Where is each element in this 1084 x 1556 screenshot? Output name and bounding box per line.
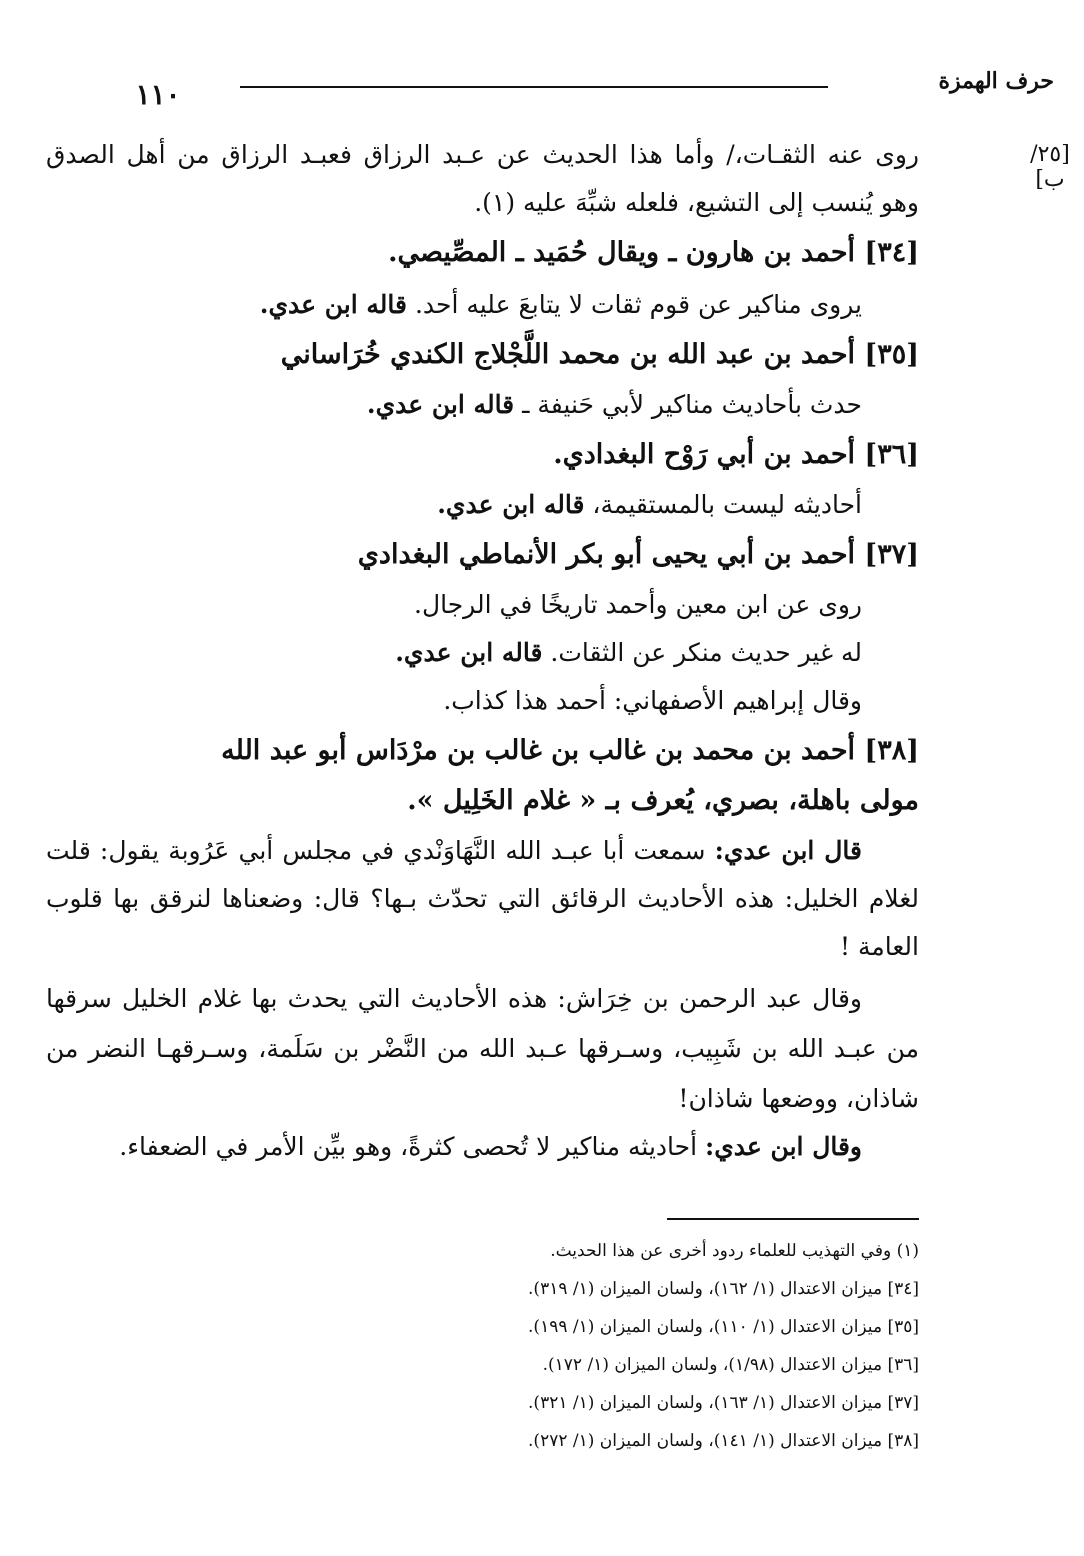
entry-text-35	[367, 390, 862, 420]
body-line: وقال عبد الرحمن بن خِرَاش: هذه الأحاديث التي يحدث بها غلام الخليل سرقها	[46, 984, 862, 1013]
page-number: ١١٠	[135, 78, 181, 111]
entry-text-34	[260, 290, 862, 320]
entry-heading-37: [٣٧] أحمد بن أبي يحيى أبو بكر الأنماطي البغدادي	[357, 539, 919, 570]
chapter-title: حرف الهمزة	[938, 68, 1054, 94]
footnote-rule	[667, 1218, 919, 1220]
body-line	[119, 1132, 862, 1162]
quote-label: وقال ابن عدي:	[705, 1132, 862, 1161]
source-attribution: قاله ابن عدي.	[437, 490, 585, 519]
entry-heading-36: [٣٦] أحمد بن أبي رَوْح البغدادي.	[553, 439, 919, 470]
quote-text: أحاديثه مناكير لا تُحصى كثرةً، وهو بيِّن الأمر في الضعفاء.	[119, 1132, 698, 1161]
body-line	[46, 836, 862, 866]
entry-text: أحاديثه ليست بالمستقيمة،	[592, 490, 862, 519]
footnote: [٣٧] ميزان الاعتدال (١/ ١٦٣)، ولسان الميزان (١/ ٣٢١).	[528, 1393, 919, 1413]
entry-text-37: روى عن ابن معين وأحمد تاريخًا في الرجال.	[414, 590, 862, 619]
header-rule	[240, 86, 828, 88]
body-line: وهو يُنسب إلى التشيع، فلعله شبِّهَ عليه (١).	[474, 188, 919, 217]
body-line: شاذان، ووضعها شاذان!	[678, 1084, 919, 1113]
entry-text-37: وقال إبراهيم الأصفهاني: أحمد هذا كذاب.	[443, 686, 862, 715]
footnote: [٣٥] ميزان الاعتدال (١/ ١١٠)، ولسان الميزان (١/ ١٩٩).	[528, 1317, 919, 1337]
body-line: العامة !	[839, 932, 919, 961]
source-attribution: قاله ابن عدي.	[366, 390, 515, 419]
entry-text: يروى مناكير عن قوم ثقات لا يتابعَ عليه أحد.	[414, 290, 862, 319]
body-line: لغلام الخليل: هذه الأحاديث الرقائق التي تحدّث بـها؟ قال: وضعناها لنرقق بها قلوب	[46, 884, 919, 913]
entry-text-37	[395, 638, 862, 668]
entry-text: حدث بأحاديث مناكير لأبي حَنيفة ـ	[522, 390, 862, 419]
footnote: [٣٤] ميزان الاعتدال (١/ ١٦٢)، ولسان الميزان (١/ ٣١٩).	[528, 1279, 919, 1299]
entry-text-36	[437, 490, 862, 520]
footnote: [٣٦] ميزان الاعتدال (١/٩٨)، ولسان الميزان (١/ ١٧٢).	[542, 1355, 919, 1375]
entry-heading-34: [٣٤] أحمد بن هارون ـ ويقال حُمَيد ـ المصِّيصي.	[388, 237, 919, 268]
footnote: (١) وفي التهذيب للعلماء ردود أخرى عن هذا الحديث.	[550, 1241, 919, 1261]
footnote: [٣٨] ميزان الاعتدال (١/ ١٤١)، ولسان الميزان (١/ ٢٧٢).	[528, 1431, 919, 1451]
margin-reference: [٢٥/ب]	[1030, 142, 1070, 192]
quote-label: قال ابن عدي:	[714, 836, 862, 865]
entry-heading-38: مولى باهلة، بصري، يُعرف بـ « غلام الخَلِيل ».	[407, 785, 919, 816]
quote-text: سمعت أبا عبـد الله النَّهَاوَنْدي في مجلس أبي عَرُوبة يقول: قلت	[46, 836, 706, 865]
body-line: من عبـد الله بن شَبِيب، وسـرقها عـبد الله من النَّضْر بن سَلَمة، وسـرقهـا النضر من	[46, 1034, 919, 1063]
source-attribution: قاله ابن عدي.	[259, 290, 407, 319]
entry-text: له غير حديث منكر عن الثقات.	[550, 638, 862, 667]
source-attribution: قاله ابن عدي.	[395, 638, 543, 667]
entry-heading-35: [٣٥] أحمد بن عبد الله بن محمد اللَّجْلاج الكندي خُرَاساني	[280, 339, 919, 370]
entry-heading-38: [٣٨] أحمد بن محمد بن غالب بن غالب بن مرْدَاس أبو عبد الله	[221, 735, 919, 766]
body-line: روى عنه الثقـات،/ وأما هذا الحديث عن عـبد الرزاق فعبـد الرزاق من أهل الصدق	[46, 140, 919, 169]
